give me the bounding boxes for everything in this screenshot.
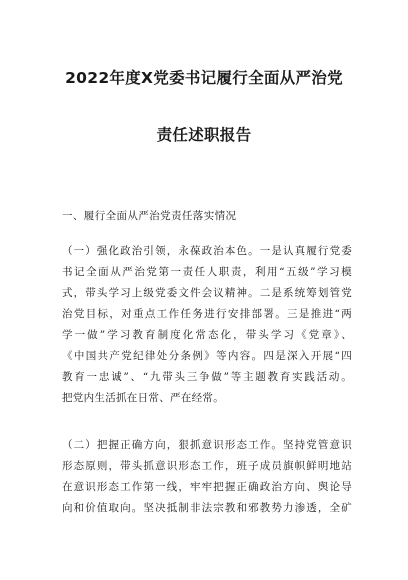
paragraph-line: 形态原则，带头抓意识形态工作，班子成员旗帜鲜明地站: [62, 460, 352, 472]
paragraph-2: [62, 435, 352, 519]
paragraph-line: 教育一忠诚”、“九带头三争做”等主题教育实践活动。: [62, 371, 352, 383]
paragraph-line: 把党内生活抓在日常、严在经常。: [62, 392, 224, 404]
paragraph-line: 《中国共产党纪律处分条例》等内容。四是深入开展“四: [62, 350, 352, 362]
paragraph-line: （二）把握正确方向，狠抓意识形态工作。坚持党管意识: [62, 439, 352, 451]
paragraph-line: （一）强化政治引领，永葆政治本色。一是认真履行党委: [62, 245, 352, 257]
paragraph-line: 学一做”学习教育制度化常态化，带头学习《党章》、: [62, 329, 352, 341]
document-title-line-2: 责任述职报告: [156, 126, 252, 144]
paragraph-1: [62, 241, 352, 409]
paragraph-line: 向和价值取向。坚决抵制非法宗教和邪教势力渗透，全矿: [62, 502, 352, 514]
section-heading: 一、履行全面从严治党责任落实情况: [62, 210, 237, 222]
paragraph-line: 书记全面从严治党第一责任人职责，利用“五级”学习模: [62, 266, 352, 278]
paragraph-line: 治党目标，对重点工作任务进行安排部署。三是推进“两: [62, 308, 352, 320]
document-title-line-1: 2022年度X党委书记履行全面从严治党: [65, 69, 343, 87]
paragraph-line: 式，带头学习上级党委文件会议精神。二是系统筹划管党: [62, 287, 352, 299]
paragraph-line: 在意识形态工作第一线，牢牢把握正确政治方向、舆论导: [62, 481, 352, 493]
